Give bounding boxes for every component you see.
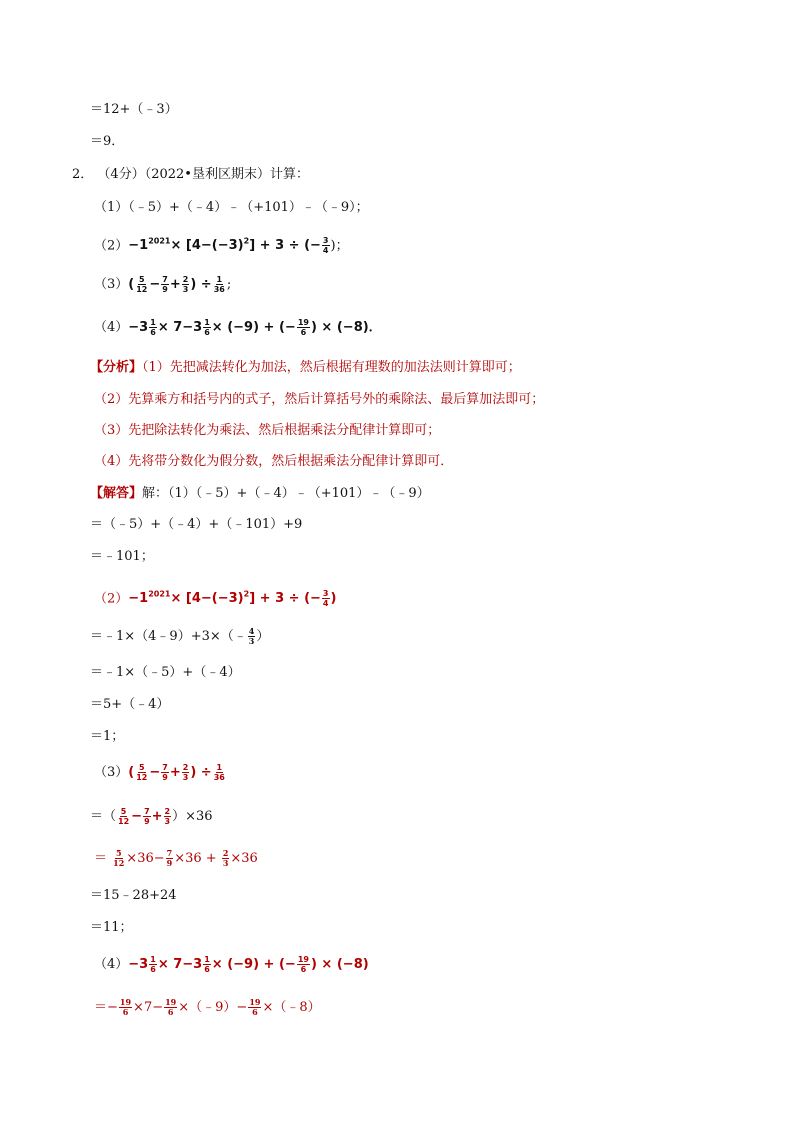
question-3: （3）( $\frac{5}{12}$ − $\frac{7}{9}$ + $\frac{2}{3}$ ) ÷ $\frac{1}{36}$ ; [94, 275, 232, 294]
analysis-tag: 【分析】 [90, 360, 143, 375]
solution-2-step-4: ＝1； [90, 729, 125, 744]
solution-line-3: ＝﹣101； [90, 549, 154, 564]
question-2-expr: $-1^{2021}\times [4-(-3)^2] + 3$ ÷ (− $\frac{3}{4}$ [128, 236, 329, 256]
question-4: （4）−3 $\frac{1}{6}$ × 7−3 $\frac{1}{6}$ × (−9) + (− $\frac{19}{6}$ ) × (−8)． [94, 318, 382, 337]
top-line-2: ＝9． [90, 134, 125, 149]
solution-2-step-1: ＝﹣1×（4﹣9）+3×（﹣ $\frac{4}{3}$ ） [90, 626, 270, 646]
analysis-line-3: （3）先把除法转化为乘法、然后根据乘法分配律计算即可； [94, 423, 441, 438]
analysis-line-1: 【分析】（1）先把减法转化为加法，然后根据有理数的加法法则计算即可； [90, 360, 521, 375]
solution-2-expr: $(2)-1^{2021}\times [4-(-3)^2] + 3$ ÷ (− $\frac{3}{4}$ ) [94, 589, 337, 609]
top-line-1: ＝12+（﹣3） [90, 102, 178, 117]
solution-tag: 【解答】 [90, 486, 143, 501]
problem-number: 2． [72, 167, 94, 182]
solution-3-step-3: ＝15﹣28+24 [90, 888, 177, 903]
solution-line-1: 【解答】解：（1）（﹣5）+（﹣4）﹣（+101）﹣（﹣9） [90, 486, 430, 501]
solution-4-step-1: ＝− $\frac{19}{6}$ ×7− $\frac{19}{6}$ ×（﹣9）− $\frac{19}{6}$ ×（﹣8） [94, 997, 321, 1017]
solution-line-2: ＝（﹣5）+（﹣4）+（﹣101）+9 [90, 517, 303, 532]
question-2: $(2)-1^{2021}\times [4-(-3)^2] + 3$ ÷ (− $\frac{3}{4}$ )； [94, 236, 349, 256]
solution-4-expr: （4）−3 $\frac{1}{6}$ × 7−3 $\frac{1}{6}$ × (−9) + (− $\frac{19}{6}$ ) × (−8) [94, 955, 369, 974]
solution-3-step-2: ＝ $\frac{5}{12}$ ×36− $\frac{7}{9}$ ×36 + $\frac{2}{3}$ ×36 [94, 848, 258, 868]
solution-3-expr: （3）( $\frac{5}{12}$ − $\frac{7}{9}$ + $\frac{2}{3}$ ) ÷ $\frac{1}{36}$ [94, 763, 225, 782]
question-1: （1）（﹣5）+（﹣4）﹣（+101）﹣（﹣9）； [94, 200, 369, 215]
solution-2-step-2: ＝﹣1×（﹣5）+（﹣4） [90, 665, 241, 680]
problem-header: （4分）（2022•垦利区期末）计算： [97, 167, 309, 182]
question-4-label: （4） [94, 320, 129, 335]
solution-3-step-4: ＝11； [90, 920, 133, 935]
solution-2-step-3: ＝5+（﹣4） [90, 697, 170, 712]
question-3-label: （3） [94, 277, 129, 292]
problem-statement [72, 165, 309, 185]
analysis-line-4: （4）先将带分数化为假分数，然后根据乘法分配律计算即可． [94, 454, 454, 469]
solution-3-step-1: ＝（ $\frac{5}{12}$ − $\frac{7}{9}$ + $\frac{2}{3}$ ）×36 [90, 807, 213, 826]
analysis-line-2: （2）先算乘方和括号内的式子，然后计算括号外的乘除法、最后算加法即可； [94, 392, 545, 407]
question-2-label: （2） [94, 238, 129, 254]
